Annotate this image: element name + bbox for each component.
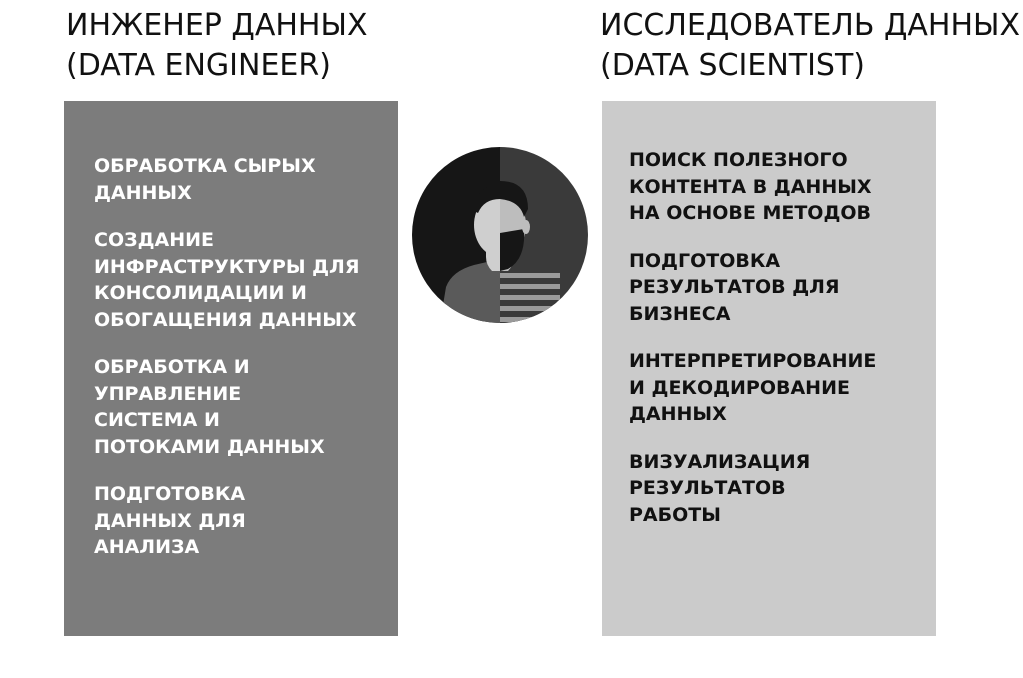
data-scientist-task: ПОИСК ПОЛЕЗНОГО КОНТЕНТА В ДАННЫХ НА ОСНОВЕ МЕТОДОВ (629, 149, 872, 224)
data-engineer-task: ПОДГОТОВКА ДАННЫХ ДЛЯ АНАЛИЗА (94, 483, 246, 558)
data-scientist-title-en: (DATA SCIENTIST) (600, 48, 866, 83)
data-engineer-task-list (94, 153, 378, 561)
data-scientist-panel (602, 101, 936, 636)
data-engineer-heading (66, 6, 368, 86)
data-scientist-task: ИНТЕРПРЕТИРОВАНИЕ И ДЕКОДИРОВАНИЕ ДАННЫХ (629, 350, 877, 425)
data-scientist-task: ВИЗУАЛИЗАЦИЯ РЕЗУЛЬТАТОВ РАБОТЫ (629, 450, 811, 526)
data-engineer-title-ru: ИНЖЕНЕР ДАННЫХ (66, 8, 368, 43)
data-engineer-task: СОЗДАНИЕ ИНФРАСТРУКТУРЫ ДЛЯ КОНСОЛИДАЦИИ И ОБОГАЩЕНИЯ ДАННЫХ (94, 229, 360, 331)
data-scientist-heading (600, 6, 1020, 86)
data-scientist-task-list (629, 147, 916, 528)
split-person-avatar-icon (412, 147, 588, 323)
data-scientist-task: ПОДГОТОВКА РЕЗУЛЬТАТОВ ДЛЯ БИЗНЕСА (629, 249, 840, 325)
data-engineer-task: ОБРАБОТКА СЫРЫХ ДАННЫХ (94, 155, 316, 204)
data-engineer-panel (64, 101, 398, 636)
data-engineer-title-en: (DATA ENGINEER) (66, 48, 331, 83)
data-scientist-title-ru: ИССЛЕДОВАТЕЛЬ ДАННЫХ (600, 8, 1021, 43)
data-engineer-task: ОБРАБОТКА И УПРАВЛЕНИЕ СИСТЕМА И ПОТОКАМИ ДАННЫХ (94, 356, 325, 458)
